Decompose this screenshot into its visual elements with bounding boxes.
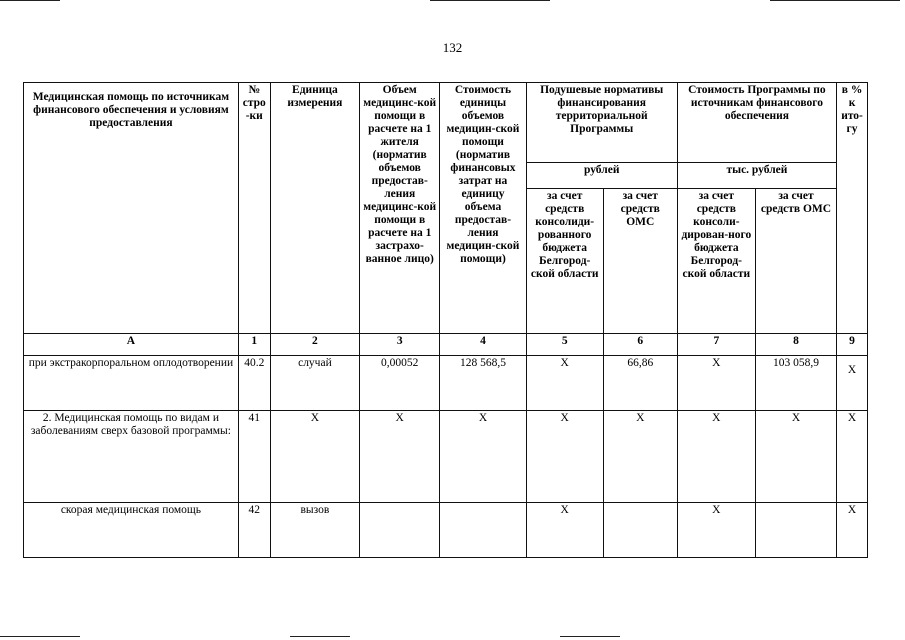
row-unit: Х: [270, 411, 359, 503]
column-number: 8: [755, 334, 836, 356]
header-col-1: № стро-ки: [238, 83, 270, 334]
bottom-edge-mark-left: [0, 636, 80, 637]
top-edge-mark-right: [770, 0, 900, 1]
column-number: 1: [238, 334, 270, 356]
row-cost-oms: 103 058,9: [755, 356, 836, 411]
row-pc-budget: Х: [526, 411, 603, 503]
column-number: 6: [603, 334, 677, 356]
row-line-number: 42: [238, 503, 270, 558]
table-row: [24, 356, 868, 411]
row-volume: [360, 503, 440, 558]
header-group-cost: Стоимость Программы по источникам финансового обеспечения: [677, 83, 836, 163]
row-label: при экстракорпоральном оплодотворении: [24, 356, 239, 411]
bottom-edge-mark-right: [560, 636, 620, 637]
header-unit-rub: рублей: [526, 163, 677, 189]
row-pc-oms: [603, 503, 677, 558]
table-row: [24, 411, 868, 503]
row-cost-oms: [755, 503, 836, 558]
header-col-8: за счет средств ОМС: [755, 189, 836, 334]
row-unit: вызов: [270, 503, 359, 558]
header-unit-thous: тыс. рублей: [677, 163, 836, 189]
row-cost-budget: Х: [677, 503, 755, 558]
row-volume: Х: [360, 411, 440, 503]
row-unit: случай: [270, 356, 359, 411]
column-number: 2: [270, 334, 359, 356]
row-pc-budget: Х: [526, 356, 603, 411]
row-pc-oms: 66,86: [603, 356, 677, 411]
header-col-6: за счет средств ОМС: [603, 189, 677, 334]
row-percent: Х: [837, 503, 868, 558]
row-cost-oms: Х: [755, 411, 836, 503]
financing-table: [23, 82, 868, 558]
column-number: 9: [837, 334, 868, 356]
header-col-9: в % к ито-гу: [837, 83, 868, 334]
row-pc-budget: Х: [526, 503, 603, 558]
top-edge-mark-center: [430, 0, 550, 1]
row-line-number: 40.2: [238, 356, 270, 411]
header-col-2: Единица измерения: [270, 83, 359, 334]
top-edge-mark-left: [0, 0, 60, 1]
header-col-5: за счет средств консолиди-рованного бюджета Белгород-ской области: [526, 189, 603, 334]
column-number-row: [24, 334, 868, 356]
header-group-per-capita: Подушевые нормативы финансирования территориальной Программы: [526, 83, 677, 163]
header-col-4: Стоимость единицы объемов медицин-ской помощи (норматив финансовых затрат на единицу объема предостав-ления медицин-ской помощи): [440, 83, 526, 334]
header-row-1: [24, 83, 868, 163]
row-label: 2. Медицинская помощь по видам и заболеваниям сверх базовой программы:: [24, 411, 239, 503]
bottom-edge-mark-mid: [290, 636, 350, 637]
row-cost-unit: Х: [440, 411, 526, 503]
header-col-3: Объем медицинс-кой помощи в расчете на 1 жителя (норматив объемов предостав-ления медицинс-кой помощи в расчете на 1 застрахо-ванное лицо): [360, 83, 440, 334]
column-number: А: [24, 334, 239, 356]
header-col-7: за счет средств консоли-дирован-ного бюджета Белгород-ской области: [677, 189, 755, 334]
table-row: [24, 503, 868, 558]
header-col-a: Медицинская помощь по источникам финансового обеспечения и условиям предоставления: [24, 83, 239, 334]
row-line-number: 41: [238, 411, 270, 503]
column-number: 4: [440, 334, 526, 356]
row-percent: Х: [837, 356, 868, 411]
column-number: 5: [526, 334, 603, 356]
row-pc-oms: Х: [603, 411, 677, 503]
row-percent: Х: [837, 411, 868, 503]
page-number: 132: [442, 40, 463, 55]
row-cost-budget: Х: [677, 411, 755, 503]
row-cost-unit: 128 568,5: [440, 356, 526, 411]
row-cost-unit: [440, 503, 526, 558]
row-volume: 0,00052: [360, 356, 440, 411]
row-label: скорая медицинская помощь: [24, 503, 239, 558]
column-number: 3: [360, 334, 440, 356]
column-number: 7: [677, 334, 755, 356]
row-cost-budget: Х: [677, 356, 755, 411]
